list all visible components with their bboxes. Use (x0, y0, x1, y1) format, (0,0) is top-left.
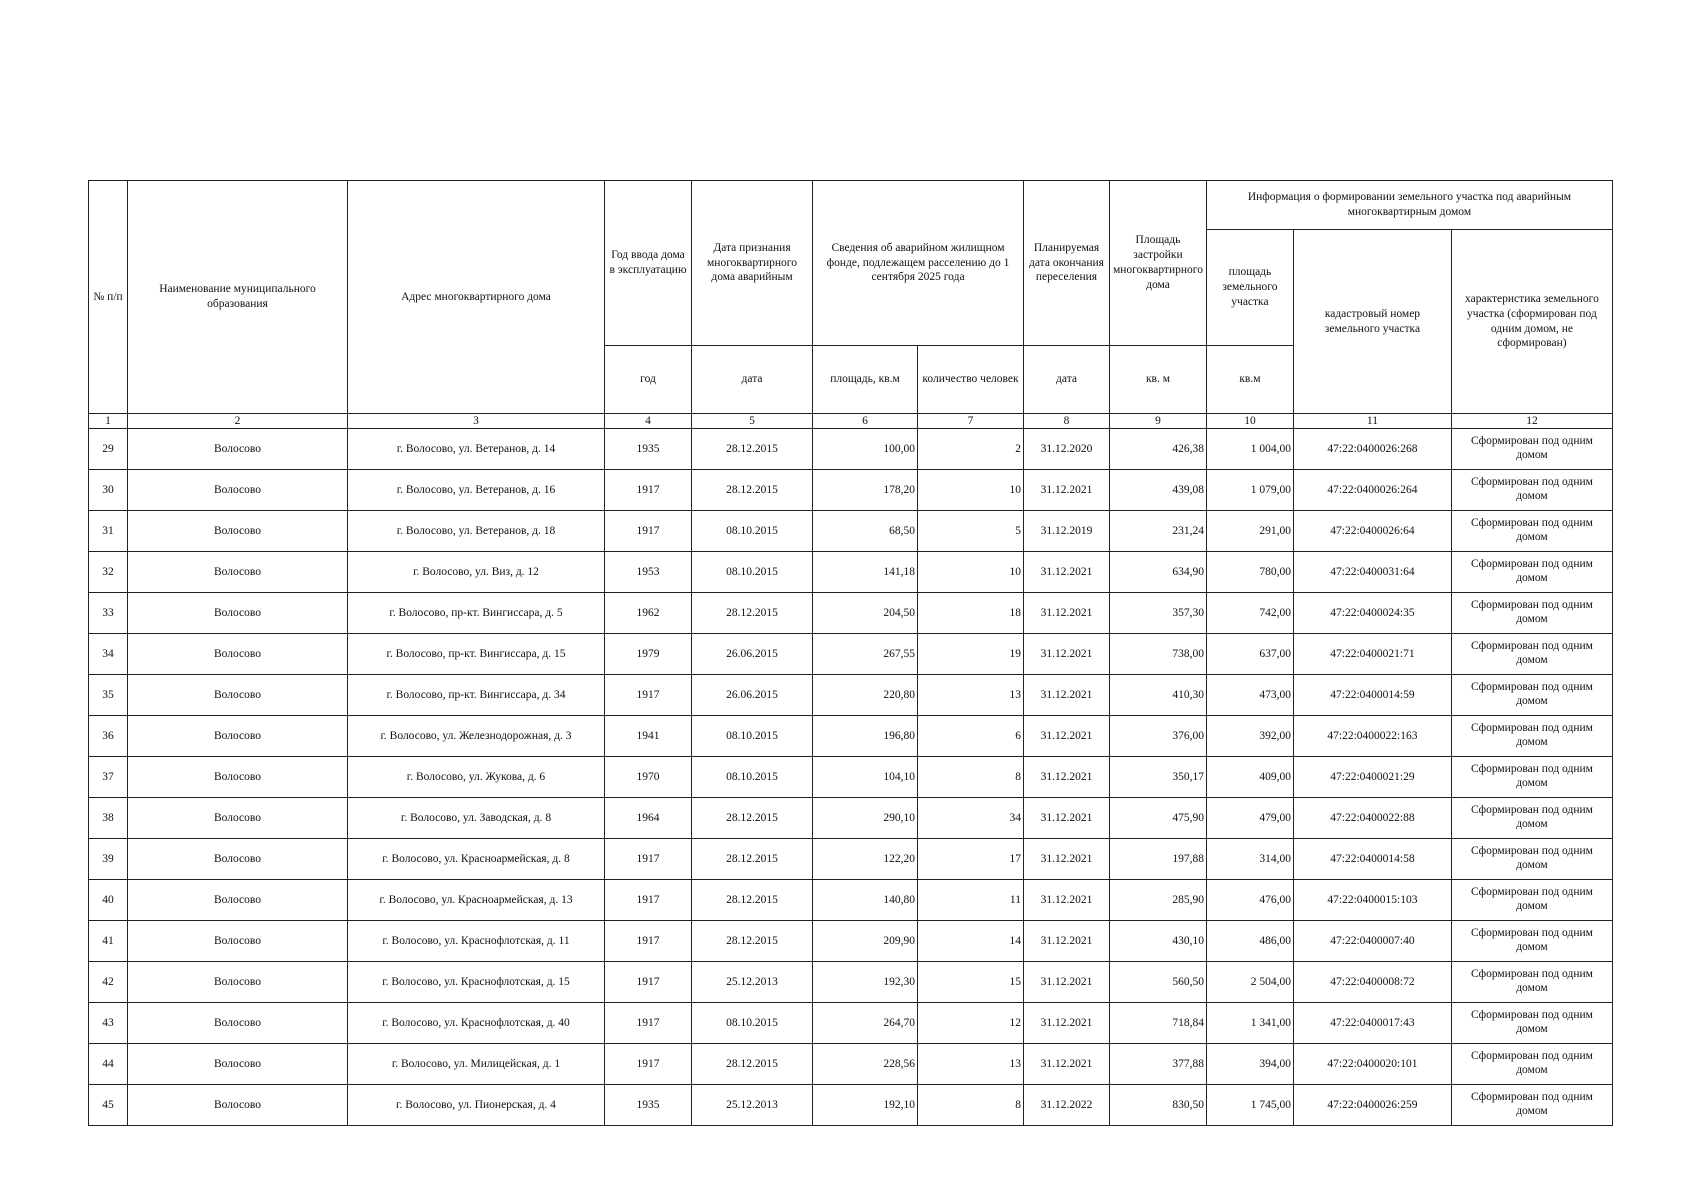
row-area: 141,18 (813, 552, 918, 593)
row-address: г. Волосово, пр-кт. Вингиссара, д. 15 (348, 634, 605, 675)
row-address: г. Волосово, ул. Ветеранов, д. 18 (348, 511, 605, 552)
row-year: 1964 (605, 798, 692, 839)
row-date-recognized: 28.12.2015 (692, 880, 813, 921)
row-building-area: 197,88 (1110, 839, 1207, 880)
row-area: 209,90 (813, 921, 918, 962)
table-row (89, 511, 1613, 552)
unit-date2: дата (1024, 346, 1110, 414)
column-number: 1 (89, 414, 128, 429)
row-date-recognized: 28.12.2015 (692, 429, 813, 470)
row-land-status: Сформирован под одним домом (1451, 675, 1612, 716)
row-date-recognized: 08.10.2015 (692, 1003, 813, 1044)
row-municipality: Волосово (128, 921, 348, 962)
column-number: 10 (1206, 414, 1293, 429)
row-planned-date: 31.12.2021 (1024, 716, 1110, 757)
row-planned-date: 31.12.2019 (1024, 511, 1110, 552)
row-people-count: 8 (918, 1085, 1024, 1126)
row-land-area: 742,00 (1206, 593, 1293, 634)
row-area: 68,50 (813, 511, 918, 552)
table-row (89, 634, 1613, 675)
row-date-recognized: 25.12.2013 (692, 1085, 813, 1126)
row-date-recognized: 28.12.2015 (692, 839, 813, 880)
row-area: 204,50 (813, 593, 918, 634)
row-people-count: 5 (918, 511, 1024, 552)
header-cadastral: кадастровый номер земельного участка (1293, 230, 1451, 414)
row-land-status: Сформирован под одним домом (1451, 1044, 1612, 1085)
unit-land: кв.м (1206, 346, 1293, 414)
row-land-area: 473,00 (1206, 675, 1293, 716)
table-row (89, 593, 1613, 634)
row-address: г. Волосово, ул. Железнодорожная, д. 3 (348, 716, 605, 757)
row-municipality: Волосово (128, 675, 348, 716)
row-municipality: Волосово (128, 1085, 348, 1126)
row-year: 1979 (605, 634, 692, 675)
row-date-recognized: 28.12.2015 (692, 798, 813, 839)
row-land-status: Сформирован под одним домом (1451, 1003, 1612, 1044)
row-municipality: Волосово (128, 470, 348, 511)
row-planned-date: 31.12.2021 (1024, 552, 1110, 593)
row-municipality: Волосово (128, 839, 348, 880)
row-date-recognized: 28.12.2015 (692, 1044, 813, 1085)
row-cadastral-number: 47:22:0400021:71 (1293, 634, 1451, 675)
table-row (89, 921, 1613, 962)
row-number: 31 (89, 511, 128, 552)
row-land-status: Сформирован под одним домом (1451, 634, 1612, 675)
row-land-area: 409,00 (1206, 757, 1293, 798)
row-building-area: 634,90 (1110, 552, 1207, 593)
header-land-char: характеристика земельного участка (сформирован под одним домом, не сформирован) (1451, 230, 1612, 414)
row-land-status: Сформирован под одним домом (1451, 757, 1612, 798)
row-planned-date: 31.12.2021 (1024, 921, 1110, 962)
row-date-recognized: 08.10.2015 (692, 511, 813, 552)
row-planned-date: 31.12.2022 (1024, 1085, 1110, 1126)
row-municipality: Волосово (128, 798, 348, 839)
row-land-status: Сформирован под одним домом (1451, 552, 1612, 593)
row-municipality: Волосово (128, 1044, 348, 1085)
column-number: 9 (1110, 414, 1207, 429)
row-building-area: 430,10 (1110, 921, 1207, 962)
unit-date: дата (692, 346, 813, 414)
row-people-count: 13 (918, 1044, 1024, 1085)
header-num: № п/п (89, 181, 128, 414)
row-people-count: 8 (918, 757, 1024, 798)
row-people-count: 6 (918, 716, 1024, 757)
row-date-recognized: 28.12.2015 (692, 593, 813, 634)
table-row (89, 880, 1613, 921)
row-area: 290,10 (813, 798, 918, 839)
row-planned-date: 31.12.2021 (1024, 634, 1110, 675)
row-year: 1917 (605, 921, 692, 962)
row-address: г. Волосово, ул. Виз, д. 12 (348, 552, 605, 593)
row-land-area: 392,00 (1206, 716, 1293, 757)
row-planned-date: 31.12.2021 (1024, 880, 1110, 921)
table-row (89, 552, 1613, 593)
table-body (89, 429, 1613, 1126)
row-people-count: 14 (918, 921, 1024, 962)
row-land-area: 1 004,00 (1206, 429, 1293, 470)
column-number: 6 (813, 414, 918, 429)
row-area: 192,10 (813, 1085, 918, 1126)
row-year: 1917 (605, 675, 692, 716)
row-year: 1941 (605, 716, 692, 757)
row-municipality: Волосово (128, 880, 348, 921)
row-planned-date: 31.12.2021 (1024, 1003, 1110, 1044)
column-number: 11 (1293, 414, 1451, 429)
row-area: 122,20 (813, 839, 918, 880)
row-area: 220,80 (813, 675, 918, 716)
row-address: г. Волосово, ул. Краснофлотская, д. 15 (348, 962, 605, 1003)
row-land-status: Сформирован под одним домом (1451, 716, 1612, 757)
row-building-area: 357,30 (1110, 593, 1207, 634)
row-land-area: 1 079,00 (1206, 470, 1293, 511)
row-year: 1935 (605, 429, 692, 470)
row-municipality: Волосово (128, 757, 348, 798)
row-building-area: 475,90 (1110, 798, 1207, 839)
row-year: 1917 (605, 1044, 692, 1085)
table-row (89, 839, 1613, 880)
row-people-count: 19 (918, 634, 1024, 675)
row-planned-date: 31.12.2021 (1024, 757, 1110, 798)
header-address: Адрес многоквартирного дома (348, 181, 605, 414)
row-year: 1917 (605, 962, 692, 1003)
header-land-info: Информация о формировании земельного участка под аварийным многоквартирным домом (1206, 181, 1612, 230)
row-date-recognized: 26.06.2015 (692, 634, 813, 675)
row-number: 34 (89, 634, 128, 675)
row-municipality: Волосово (128, 962, 348, 1003)
row-land-area: 2 504,00 (1206, 962, 1293, 1003)
row-people-count: 15 (918, 962, 1024, 1003)
row-date-recognized: 25.12.2013 (692, 962, 813, 1003)
row-area: 196,80 (813, 716, 918, 757)
row-land-area: 1 341,00 (1206, 1003, 1293, 1044)
column-number: 12 (1451, 414, 1612, 429)
row-number: 30 (89, 470, 128, 511)
row-address: г. Волосово, ул. Красноармейская, д. 13 (348, 880, 605, 921)
row-municipality: Волосово (128, 429, 348, 470)
row-cadastral-number: 47:22:0400026:264 (1293, 470, 1451, 511)
row-building-area: 285,90 (1110, 880, 1207, 921)
row-number: 29 (89, 429, 128, 470)
row-building-area: 718,84 (1110, 1003, 1207, 1044)
row-land-status: Сформирован под одним домом (1451, 593, 1612, 634)
row-building-area: 439,08 (1110, 470, 1207, 511)
row-land-status: Сформирован под одним домом (1451, 962, 1612, 1003)
row-cadastral-number: 47:22:0400014:58 (1293, 839, 1451, 880)
header-land-area: площадь земельного участка (1206, 230, 1293, 346)
row-number: 40 (89, 880, 128, 921)
row-number: 43 (89, 1003, 128, 1044)
row-area: 178,20 (813, 470, 918, 511)
row-number: 41 (89, 921, 128, 962)
row-area: 228,56 (813, 1044, 918, 1085)
row-number: 35 (89, 675, 128, 716)
table-row (89, 1085, 1613, 1126)
row-planned-date: 31.12.2021 (1024, 593, 1110, 634)
row-people-count: 10 (918, 470, 1024, 511)
row-municipality: Волосово (128, 593, 348, 634)
row-year: 1953 (605, 552, 692, 593)
row-people-count: 11 (918, 880, 1024, 921)
row-land-area: 291,00 (1206, 511, 1293, 552)
header-building-area: Площадь застройки многоквартирного дома (1110, 181, 1207, 346)
row-area: 104,10 (813, 757, 918, 798)
table-row (89, 1003, 1613, 1044)
unit-area: площадь, кв.м (813, 346, 918, 414)
row-number: 38 (89, 798, 128, 839)
row-land-status: Сформирован под одним домом (1451, 880, 1612, 921)
row-planned-date: 31.12.2021 (1024, 798, 1110, 839)
row-address: г. Волосово, ул. Жукова, д. 6 (348, 757, 605, 798)
row-year: 1917 (605, 470, 692, 511)
row-cadastral-number: 47:22:0400008:72 (1293, 962, 1451, 1003)
row-land-status: Сформирован под одним домом (1451, 511, 1612, 552)
column-numbers-row (89, 414, 1613, 429)
row-year: 1917 (605, 511, 692, 552)
row-municipality: Волосово (128, 511, 348, 552)
row-number: 44 (89, 1044, 128, 1085)
row-building-area: 738,00 (1110, 634, 1207, 675)
row-address: г. Волосово, ул. Заводская, д. 8 (348, 798, 605, 839)
column-number: 2 (128, 414, 348, 429)
row-building-area: 377,88 (1110, 1044, 1207, 1085)
row-cadastral-number: 47:22:0400020:101 (1293, 1044, 1451, 1085)
header-year-built: Год ввода дома в эксплуатацию (605, 181, 692, 346)
column-number: 8 (1024, 414, 1110, 429)
row-area: 264,70 (813, 1003, 918, 1044)
row-building-area: 410,30 (1110, 675, 1207, 716)
row-building-area: 560,50 (1110, 962, 1207, 1003)
row-cadastral-number: 47:22:0400014:59 (1293, 675, 1451, 716)
row-land-status: Сформирован под одним домом (1451, 1085, 1612, 1126)
row-municipality: Волосово (128, 1003, 348, 1044)
row-cadastral-number: 47:22:0400031:64 (1293, 552, 1451, 593)
row-municipality: Волосово (128, 634, 348, 675)
row-people-count: 13 (918, 675, 1024, 716)
table-row (89, 429, 1613, 470)
row-people-count: 34 (918, 798, 1024, 839)
row-building-area: 350,17 (1110, 757, 1207, 798)
unit-people: количество человек (918, 346, 1024, 414)
row-planned-date: 31.12.2021 (1024, 675, 1110, 716)
row-number: 45 (89, 1085, 128, 1126)
row-area: 140,80 (813, 880, 918, 921)
table-row (89, 962, 1613, 1003)
unit-sqm: кв. м (1110, 346, 1207, 414)
row-area: 100,00 (813, 429, 918, 470)
table-row (89, 798, 1613, 839)
row-cadastral-number: 47:22:0400007:40 (1293, 921, 1451, 962)
row-cadastral-number: 47:22:0400024:35 (1293, 593, 1451, 634)
row-date-recognized: 28.12.2015 (692, 921, 813, 962)
row-address: г. Волосово, ул. Пионерская, д. 4 (348, 1085, 605, 1126)
row-number: 32 (89, 552, 128, 593)
row-cadastral-number: 47:22:0400021:29 (1293, 757, 1451, 798)
row-year: 1970 (605, 757, 692, 798)
row-land-status: Сформирован под одним домом (1451, 839, 1612, 880)
row-land-area: 486,00 (1206, 921, 1293, 962)
row-address: г. Волосово, пр-кт. Вингиссара, д. 5 (348, 593, 605, 634)
row-land-area: 394,00 (1206, 1044, 1293, 1085)
row-year: 1917 (605, 839, 692, 880)
column-number: 7 (918, 414, 1024, 429)
row-number: 39 (89, 839, 128, 880)
row-address: г. Волосово, ул. Красноармейская, д. 8 (348, 839, 605, 880)
row-building-area: 231,24 (1110, 511, 1207, 552)
row-municipality: Волосово (128, 552, 348, 593)
row-number: 42 (89, 962, 128, 1003)
row-address: г. Волосово, ул. Милицейская, д. 1 (348, 1044, 605, 1085)
header-emergency-fund: Сведения об аварийном жилищном фонде, подлежащем расселению до 1 сентября 2025 года (813, 181, 1024, 346)
row-address: г. Волосово, ул. Краснофлотская, д. 40 (348, 1003, 605, 1044)
row-municipality: Волосово (128, 716, 348, 757)
row-planned-date: 31.12.2021 (1024, 839, 1110, 880)
row-land-area: 780,00 (1206, 552, 1293, 593)
header-municipality: Наименование муниципального образования (128, 181, 348, 414)
row-address: г. Волосово, пр-кт. Вингиссара, д. 34 (348, 675, 605, 716)
housing-table (88, 180, 1613, 1126)
row-land-status: Сформирован под одним домом (1451, 921, 1612, 962)
row-building-area: 426,38 (1110, 429, 1207, 470)
row-area: 267,55 (813, 634, 918, 675)
row-land-status: Сформирован под одним домом (1451, 429, 1612, 470)
row-planned-date: 31.12.2021 (1024, 470, 1110, 511)
row-number: 37 (89, 757, 128, 798)
row-year: 1917 (605, 880, 692, 921)
table-row (89, 470, 1613, 511)
row-year: 1962 (605, 593, 692, 634)
row-date-recognized: 26.06.2015 (692, 675, 813, 716)
row-address: г. Волосово, ул. Краснофлотская, д. 11 (348, 921, 605, 962)
row-address: г. Волосово, ул. Ветеранов, д. 14 (348, 429, 605, 470)
row-people-count: 2 (918, 429, 1024, 470)
row-land-status: Сформирован под одним домом (1451, 798, 1612, 839)
table-row (89, 675, 1613, 716)
row-land-area: 637,00 (1206, 634, 1293, 675)
row-land-area: 476,00 (1206, 880, 1293, 921)
row-cadastral-number: 47:22:0400026:64 (1293, 511, 1451, 552)
row-number: 36 (89, 716, 128, 757)
row-cadastral-number: 47:22:0400017:43 (1293, 1003, 1451, 1044)
row-people-count: 17 (918, 839, 1024, 880)
row-cadastral-number: 47:22:0400022:163 (1293, 716, 1451, 757)
row-area: 192,30 (813, 962, 918, 1003)
column-number: 4 (605, 414, 692, 429)
unit-year: год (605, 346, 692, 414)
row-date-recognized: 08.10.2015 (692, 552, 813, 593)
row-date-recognized: 08.10.2015 (692, 757, 813, 798)
table-row (89, 716, 1613, 757)
table-row (89, 757, 1613, 798)
row-land-area: 1 745,00 (1206, 1085, 1293, 1126)
row-planned-date: 31.12.2021 (1024, 962, 1110, 1003)
row-cadastral-number: 47:22:0400015:103 (1293, 880, 1451, 921)
row-cadastral-number: 47:22:0400026:268 (1293, 429, 1451, 470)
row-number: 33 (89, 593, 128, 634)
row-date-recognized: 08.10.2015 (692, 716, 813, 757)
row-date-recognized: 28.12.2015 (692, 470, 813, 511)
row-cadastral-number: 47:22:0400022:88 (1293, 798, 1451, 839)
header-date-recognized: Дата признания многоквартирного дома аварийным (692, 181, 813, 346)
header-planned-date: Планируемая дата окончания переселения (1024, 181, 1110, 346)
row-land-area: 314,00 (1206, 839, 1293, 880)
column-number: 5 (692, 414, 813, 429)
row-people-count: 10 (918, 552, 1024, 593)
row-land-area: 479,00 (1206, 798, 1293, 839)
row-building-area: 376,00 (1110, 716, 1207, 757)
row-year: 1935 (605, 1085, 692, 1126)
table-header (89, 181, 1613, 429)
row-planned-date: 31.12.2020 (1024, 429, 1110, 470)
row-year: 1917 (605, 1003, 692, 1044)
table-row (89, 1044, 1613, 1085)
row-building-area: 830,50 (1110, 1085, 1207, 1126)
row-planned-date: 31.12.2021 (1024, 1044, 1110, 1085)
row-land-status: Сформирован под одним домом (1451, 470, 1612, 511)
row-people-count: 18 (918, 593, 1024, 634)
row-people-count: 12 (918, 1003, 1024, 1044)
row-address: г. Волосово, ул. Ветеранов, д. 16 (348, 470, 605, 511)
column-number: 3 (348, 414, 605, 429)
row-cadastral-number: 47:22:0400026:259 (1293, 1085, 1451, 1126)
